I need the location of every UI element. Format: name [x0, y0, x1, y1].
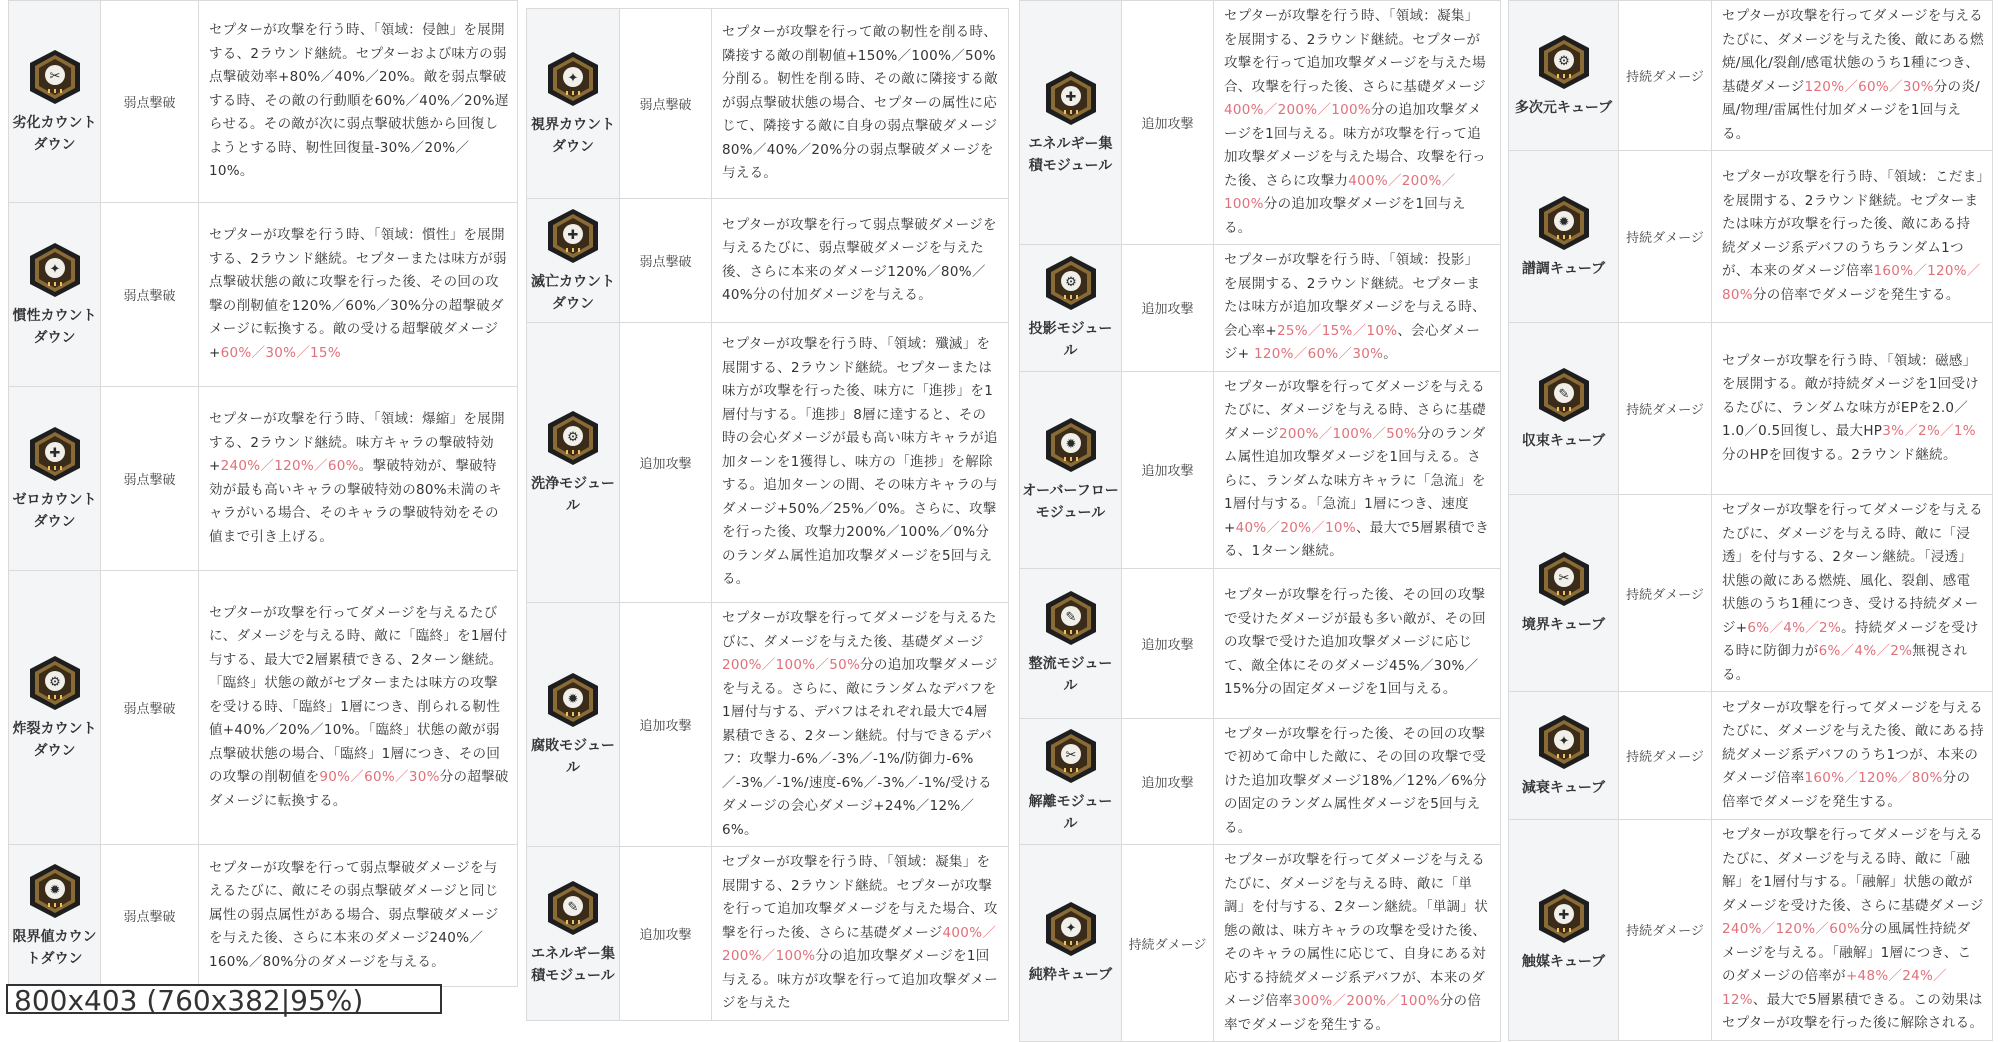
svg-text:✹: ✹: [567, 691, 579, 707]
curio-icon-cell: [527, 9, 620, 199]
highlight-value: 25%／15%／10%: [1277, 322, 1398, 339]
curio-hex-icon: [27, 425, 83, 483]
description-text: セプターが攻撃を行ってダメージを与えるたびに、ダメージを与えた後、基礎ダメージ: [722, 610, 997, 650]
curio-hex-icon: [1536, 713, 1592, 771]
curio-row: [9, 203, 518, 387]
curio-name: 整流モジュール: [1028, 656, 1113, 694]
description-text: セプターが攻撃を行う時、「領域：殲滅」を展開する、2ラウンド継続。セプターまたは味方が攻撃を行った後、味方に「進捗」を1層付与する。「進捗」8層に達すると、その時の会心ダメージが最も高い味方キャラが追加ターンを1獲得し、味方の「進捗」を解除する。追加ターンの間、その味方キャラの与ダメージ+50%／25%／0%。さらに、攻撃を行った後、攻撃力200%／100%／0%分のランダム属性追加攻撃ダメージを5回与える。: [722, 336, 998, 588]
curio-name: 滅亡カウントダウン: [531, 273, 615, 312]
curio-name: 収束キューブ: [1521, 432, 1606, 449]
curio-row: [1020, 568, 1501, 718]
curio-type: 弱点撃破: [101, 845, 199, 987]
curio-icon-cell: [527, 323, 620, 603]
description-text: セプターが攻撃を行って弱点撃破ダメージを与えるたびに、敵にその弱点撃破ダメージと同じ属性の弱点属性がある場合、弱点撃破ダメージを与えた後、さらに本来のダメージ240%／160%／80%分のダメージを与える。: [209, 859, 499, 970]
curio-name: 限界値カウントダウン: [12, 928, 97, 967]
curio-name: 解離モジュール: [1028, 794, 1113, 833]
curio-row: [9, 387, 518, 571]
curio-icon-cell: [1509, 1, 1619, 151]
svg-text:✎: ✎: [1065, 610, 1076, 625]
svg-text:✚: ✚: [567, 227, 579, 243]
curio-row: [1509, 1, 1993, 151]
svg-text:✂: ✂: [1558, 571, 1569, 586]
curio-icon-cell: [1509, 692, 1619, 820]
curio-table-4: [1508, 0, 1993, 1041]
curio-description: [199, 1, 518, 203]
curio-type: 弱点撃破: [620, 9, 712, 199]
curio-description: [199, 203, 518, 387]
curio-icon-cell: [527, 603, 620, 847]
description-text: 無視される。: [1722, 643, 1968, 683]
curio-name: 慣性カウントダウン: [12, 307, 97, 346]
curio-row: [527, 9, 1009, 199]
description-text: セプターが攻撃を行ってダメージを与えるたびに、ダメージを与える時、さらに基礎ダメージ: [1224, 378, 1486, 442]
curio-description: [712, 603, 1009, 847]
curio-row: [1509, 323, 1993, 495]
curio-name: オーバーフローモジュール: [1022, 482, 1119, 521]
highlight-value: 200%／100%／50%: [1278, 425, 1418, 442]
curio-name: 境界キューブ: [1521, 617, 1606, 633]
curio-description: [1712, 323, 1993, 495]
curio-row: [9, 1, 518, 203]
description-text: 分の風属性持続ダメージを与える。「融解」1層につき、このダメージの倍率が: [1722, 921, 1972, 984]
description-text: セプターが攻撃を行って敵の靭性を削る時、隣接する敵の削靭値+150%／100%／50%分削る。靭性を削る時、その敵に隣接する敵が弱点撃破状態の場合、セプターの属性に応じて、隣接する敵に自身の弱点撃破ダメージ80%／40%／20%分の弱点撃破ダメージを与える。: [722, 24, 998, 182]
description-text: 分の倍率でダメージを発生する。: [1224, 993, 1482, 1033]
highlight-value: 3%／2%／1%: [1882, 423, 1976, 440]
highlight-value: 400%／200%／100%: [1224, 172, 1456, 212]
curio-icon-cell: [1020, 371, 1122, 568]
svg-text:⚙: ⚙: [567, 429, 579, 445]
curio-hex-icon: [1043, 900, 1099, 958]
description-text: セプターが攻撃を行った後、その回の攻撃で初めて命中した敵に、その回の攻撃で受けた追加攻撃ダメージ18%／12%／6%分の固定のランダム属性ダメージを5回与える。: [1224, 725, 1487, 836]
highlight-value: 6%／4%／2%: [1818, 643, 1913, 659]
curio-description: [199, 571, 518, 845]
curio-type: 弱点撃破: [101, 1, 199, 203]
highlight-value: 400%／200%／100%: [722, 924, 997, 964]
curio-type: 弱点撃破: [101, 203, 199, 387]
description-text: セプターが攻撃を行ってダメージを与えるたびに、ダメージを与える時、敵に「単調」を付与する、2ターン継続。「単調」状態の敵は、味方キャラの攻撃を受けた後、そのキャラの属性に応じて、自身にある対応する持続ダメージ系デバフが、本来のダメージ倍率: [1224, 852, 1489, 1009]
description-text: 分の倍率でダメージを発生する。: [1722, 770, 1971, 810]
curio-icon-cell: [1509, 323, 1619, 495]
curio-type: 持続ダメージ: [1619, 1, 1712, 151]
description-text: 分の追加攻撃ダメージを1回与える。味方が攻撃を行って追加攻撃ダメージを与えた: [722, 948, 998, 1011]
svg-text:⚙: ⚙: [1557, 53, 1570, 69]
description-text: 分のランダム属性追加攻撃ダメージを1回与える。さらに、ランダムな味方キャラに「急流」を1層付与する。「急流」1層につき、速度+: [1224, 425, 1486, 536]
curio-row: [1020, 371, 1501, 568]
svg-text:✂: ✂: [1065, 748, 1076, 764]
curio-icon-cell: [1020, 245, 1122, 372]
curio-description: [1712, 692, 1993, 820]
curio-type: 持続ダメージ: [1619, 151, 1712, 323]
curio-name: ゼロカウントダウン: [12, 491, 97, 530]
curio-hex-icon: [545, 671, 601, 729]
curio-description: [712, 323, 1009, 603]
curio-row: [1020, 718, 1501, 845]
svg-text:⚙: ⚙: [1064, 274, 1077, 290]
curio-type: 追加攻撃: [620, 603, 712, 847]
highlight-value: 300%／200%／100%: [1292, 993, 1440, 1009]
svg-text:✦: ✦: [1558, 733, 1569, 749]
curio-description: [1712, 495, 1993, 692]
svg-text:✦: ✦: [567, 70, 579, 86]
curio-description: [712, 9, 1009, 199]
curio-description: [1712, 820, 1993, 1041]
curio-hex-icon: [545, 50, 601, 108]
curio-hex-icon: [1043, 416, 1099, 474]
curio-table-2: [526, 8, 1009, 1021]
curio-name: 投影モジュール: [1028, 320, 1113, 359]
description-text: セプターが攻撃を行う時、「領域：慣性」を展開する、2ラウンド継続。セプターまたは味方が弱点撃破状態の敵に攻撃を行った後、その回の攻撃の削靭値を120%／60%／30%分の超撃破ダメージに転換する。敵の受ける超撃破ダメージ+: [209, 227, 507, 361]
curio-type: 追加攻撃: [620, 323, 712, 603]
curio-description: [199, 845, 518, 987]
curio-hex-icon: [27, 48, 83, 106]
highlight-value: 240%／120%／60%: [220, 458, 359, 474]
table-column-3: [1019, 0, 1501, 1033]
curio-hex-icon: [1043, 254, 1099, 312]
description-text: 分の追加攻撃ダメージを1回与える。: [1224, 196, 1466, 236]
description-text: セプターが攻撃を行う時、「領域：凝集」を展開する、2ラウンド継続。セプターが攻撃を行って追加攻撃ダメージを与えた場合、攻撃を行った後、さらに基礎ダメージ: [1224, 8, 1486, 95]
curio-hex-icon: [1536, 33, 1592, 91]
curio-row: [527, 847, 1009, 1021]
description-text: 分の炎/風/物理/雷属性付加ダメージを1回与える。: [1722, 78, 1980, 142]
highlight-value: 400%／200%／100%: [1224, 102, 1371, 118]
curio-icon-cell: [1020, 845, 1122, 1042]
curio-icon-cell: [1020, 718, 1122, 845]
curio-type: 持続ダメージ: [1619, 692, 1712, 820]
description-text: 。撃破特効が、撃破特効が最も高いキャラの撃破特効の80%未満のキャラがいる場合、そのキャラの撃破特効をその値まで引き上げる。: [209, 458, 503, 545]
curio-name: 腐敗モジュール: [531, 737, 615, 776]
curio-icon-cell: [9, 571, 101, 845]
curio-name: 洗浄モジュール: [531, 475, 615, 514]
svg-text:⚙: ⚙: [48, 674, 61, 690]
curio-row: [527, 199, 1009, 323]
curio-hex-icon: [1043, 69, 1099, 127]
description-text: セプターが攻撃を行ってダメージを与えるたびに、ダメージを与える時、敵に「浸透」を付与する、2ターン継続。「浸透」状態の敵にある燃焼、風化、裂創、感電状態のうち1種につき、受ける持続ダメージ+: [1722, 502, 1983, 636]
curio-hex-icon: [27, 654, 83, 712]
curio-row: [9, 845, 518, 987]
svg-text:✚: ✚: [49, 445, 60, 461]
description-text: 分の倍率でダメージを発生する。: [1752, 286, 1960, 303]
svg-text:✹: ✹: [1558, 214, 1569, 230]
curio-icon-cell: [1020, 568, 1122, 718]
curio-row: [527, 603, 1009, 847]
curio-icon-cell: [527, 199, 620, 323]
curio-hex-icon: [1043, 727, 1099, 785]
curio-type: 弱点撃破: [101, 387, 199, 571]
description-text: セプターが攻撃を行って弱点撃破ダメージを与えるたびに、弱点撃破ダメージを与えた後、さらに本来のダメージ120%／80%／40%分の付加ダメージを与える。: [722, 216, 997, 303]
highlight-value: 60%／30%／15%: [220, 344, 341, 361]
highlight-value: 120%／60%／30%: [1804, 78, 1934, 95]
description-text: セプターが攻撃を行う時、「領域：侵蝕」を展開する、2ラウンド継続。セプターおよび味方の弱点撃破効率+80%／40%／20%。敵を弱点撃破する時、その敵の行動順を60%／40%／20%遅らせる。その敵が次に弱点撃破状態から回復しようとする時、靭性回復量-30%／20%／10%。: [209, 22, 509, 180]
curio-table-1: [8, 0, 518, 987]
curio-hex-icon: [545, 879, 601, 937]
curio-description: [712, 847, 1009, 1021]
description-text: 、最大で5層累積できる、1ターン継続。: [1224, 519, 1490, 559]
description-text: 、会心ダメージ+: [1224, 322, 1481, 362]
curio-icon-cell: [527, 847, 620, 1021]
curio-type: 追加攻撃: [1122, 245, 1214, 372]
curio-name: 炸裂カウントダウン: [12, 720, 97, 759]
svg-text:✹: ✹: [1065, 436, 1076, 452]
description-text: セプターが攻撃を行ってダメージを与えるたびに、ダメージを与えた後、敵にある持続ダメージ系デバフのうち1つが、本来のダメージ倍率: [1722, 699, 1984, 787]
table-column-4: [1508, 0, 1993, 1031]
curio-hex-icon: [1536, 887, 1592, 945]
curio-icon-cell: [9, 203, 101, 387]
curio-description: [1712, 151, 1993, 323]
curio-row: [9, 571, 518, 845]
curio-type: 追加攻撃: [1122, 371, 1214, 568]
svg-text:✎: ✎: [1558, 386, 1569, 402]
description-text: 。持続ダメージを受ける時に防御力が: [1722, 619, 1979, 659]
curio-type: 持続ダメージ: [1619, 323, 1712, 495]
curio-type: 持続ダメージ: [1122, 845, 1214, 1042]
curio-description: [199, 387, 518, 571]
svg-text:✦: ✦: [1065, 921, 1076, 936]
curio-icon-cell: [9, 1, 101, 203]
curio-name: 視界カウントダウン: [531, 116, 615, 155]
curio-hex-icon: [27, 241, 83, 299]
curio-hex-icon: [1536, 366, 1592, 424]
curio-type: 弱点撃破: [101, 571, 199, 845]
svg-text:✎: ✎: [567, 900, 579, 916]
highlight-value: +48%／24%／12%: [1722, 968, 1947, 1008]
curio-description: [1214, 845, 1501, 1042]
curio-icon-cell: [9, 845, 101, 987]
curio-hex-icon: [1536, 194, 1592, 252]
curio-row: [527, 323, 1009, 603]
description-text: 、最大で5層累積できる。この効果はセプターが攻撃を行った後に解除される。: [1722, 991, 1984, 1031]
curio-description: [1214, 1, 1501, 245]
curio-type: 追加攻撃: [1122, 1, 1214, 245]
curio-icon-cell: [1509, 151, 1619, 323]
description-text: セプターが攻撃を行う時、「領域：こだま」を展開する、2ラウンド継続。セプターまたは味方が攻撃を行った後、敵にある持続ダメージ系デバフのうちランダム1つが、本来のダメージ倍率: [1722, 169, 1984, 279]
svg-text:✚: ✚: [1065, 89, 1076, 105]
curio-table-3: [1019, 0, 1501, 1042]
curio-name: 触媒キューブ: [1521, 953, 1606, 970]
curio-description: [1214, 718, 1501, 845]
curio-hex-icon: [1043, 589, 1099, 647]
curio-row: [1509, 692, 1993, 820]
curio-icon-cell: [1509, 820, 1619, 1041]
description-text: セプターが攻撃を行ってダメージを与えるたびに、ダメージを与える時、敵に「融解」を1層付与する。「融解」状態の敵がダメージを受けた後、さらに基礎ダメージ: [1722, 827, 1984, 914]
svg-text:✦: ✦: [49, 261, 60, 277]
description-text: セプターが攻撃を行ってダメージを与えるたびに、ダメージを与えた後、敵にある燃焼/風化/裂創/感電状態のうち1種につき、基礎ダメージ: [1722, 8, 1984, 95]
description-text: セプターが攻撃を行った後、その回の攻撃で受けたダメージが最も多い敵が、その回の攻撃で受けた追加攻撃ダメージに応じて、敵全体にそのダメージ45%／30%／15%分の固定ダメージを1回与える。: [1224, 587, 1486, 698]
curio-hex-icon: [545, 409, 601, 467]
curio-row: [1020, 245, 1501, 372]
curio-name: 減衰キューブ: [1521, 779, 1606, 796]
description-text: 分のHPを回復する。2ラウンド継続。: [1722, 446, 1957, 463]
description-text: セプターが攻撃を行う時、「領域：爆縮」を展開する、2ラウンド継続。味方キャラの撃破特効+: [209, 411, 505, 474]
curio-hex-icon: [1536, 550, 1592, 608]
curio-row: [1020, 845, 1501, 1042]
curio-icon-cell: [9, 387, 101, 571]
table-column-2: [526, 8, 1009, 1017]
curio-description: [712, 199, 1009, 323]
highlight-value: 160%／120%／80%: [1804, 770, 1943, 787]
curio-type: 持続ダメージ: [1619, 820, 1712, 1041]
description-text: セプターが攻撃を行う時、「領域：磁感」を展開する。敵が持続ダメージを1回受けるたびに、ランダムな味方がEPを2.0／1.0／0.5回復し、最大HP: [1722, 352, 1980, 440]
description-text: 分の追加攻撃ダメージを与える。さらに、敵にランダムなデバフを1層付与する、デバフはそれぞれ最大で4層累積できる、2ターン継続。付与できるデバフ：攻撃力-6%／-3%／-1%/防御力-6%／-3%／-1%/速度-6%／-3%／-1%/受けるダメージの会心ダメージ+24%／12%／6%。: [722, 657, 998, 838]
highlight-value: 6%／4%／2%: [1747, 619, 1842, 636]
curio-type: 追加攻撃: [1122, 718, 1214, 845]
curio-name: エネルギー集積モジュール: [531, 946, 615, 985]
curio-type: 追加攻撃: [620, 847, 712, 1021]
description-text: 。: [1383, 346, 1398, 362]
highlight-value: 40%／20%／10%: [1235, 519, 1356, 536]
curio-name: エネルギー集積モジュール: [1028, 135, 1113, 174]
curio-row: [1509, 820, 1993, 1041]
curio-hex-icon: [545, 207, 601, 265]
highlight-value: 240%／120%／60%: [1722, 921, 1861, 937]
curio-row: [1020, 1, 1501, 245]
curio-row: [1509, 151, 1993, 323]
description-text: 分の追加攻撃ダメージを1回与える。味方が攻撃を行って追加攻撃ダメージを与えた場合、攻撃を行った後、さらに攻撃力: [1224, 102, 1486, 189]
highlight-value: 90%／60%／30%: [319, 769, 440, 786]
svg-text:✹: ✹: [49, 882, 60, 898]
curio-name: 多次元キューブ: [1514, 99, 1613, 116]
curio-description: [1214, 568, 1501, 718]
svg-text:✚: ✚: [1558, 907, 1569, 923]
description-text: セプターが攻撃を行う時、「領域：凝集」を展開する、2ラウンド継続。セプターが攻撃を行って追加攻撃ダメージを与えた場合、攻撃を行った後、さらに基礎ダメージ: [722, 854, 998, 941]
curio-hex-icon: [27, 862, 83, 920]
image-size-label: 800x403 (760x382|95%): [6, 984, 442, 1014]
curio-row: [1509, 495, 1993, 692]
curio-name: 純粋キューブ: [1028, 967, 1113, 983]
svg-text:✂: ✂: [49, 68, 60, 84]
highlight-value: 200%／100%／50%: [722, 657, 861, 673]
curio-icon-cell: [1509, 495, 1619, 692]
curio-type: 追加攻撃: [1122, 568, 1214, 718]
curio-name: 譜調キューブ: [1521, 260, 1606, 277]
description-text: セプターが攻撃を行ってダメージを与えるたびに、ダメージを与える時、敵に「臨終」を1層付与する、最大で2層累積できる、2ターン継続。「臨終」状態の敵がセプターまたは味方の攻撃を受ける時、「臨終」1層につき、削られる靭性値+40%／20%／10%。「臨終」状態の敵が弱点撃破状態の場合、「臨終」1層につき、その回の攻撃の削靭値を: [209, 604, 508, 786]
curio-type: 弱点撃破: [620, 199, 712, 323]
description-text: 分の超撃破ダメージに転換する。: [209, 769, 509, 809]
description-text: セプターが攻撃を行う時、「領域：投影」を展開する、2ラウンド継続。セプターまたは味方が追加攻撃ダメージを与える時、会心率+: [1224, 252, 1486, 339]
curio-name: 劣化カウントダウン: [12, 114, 97, 153]
curio-icon-cell: [1020, 1, 1122, 245]
highlight-value: 160%／120%／80%: [1722, 263, 1981, 303]
curio-description: [1214, 371, 1501, 568]
curio-description: [1712, 1, 1993, 151]
curio-type: 持続ダメージ: [1619, 495, 1712, 692]
table-column-1: [8, 0, 518, 1009]
highlight-value: 120%／60%／30%: [1254, 346, 1384, 362]
curio-description: [1214, 245, 1501, 372]
